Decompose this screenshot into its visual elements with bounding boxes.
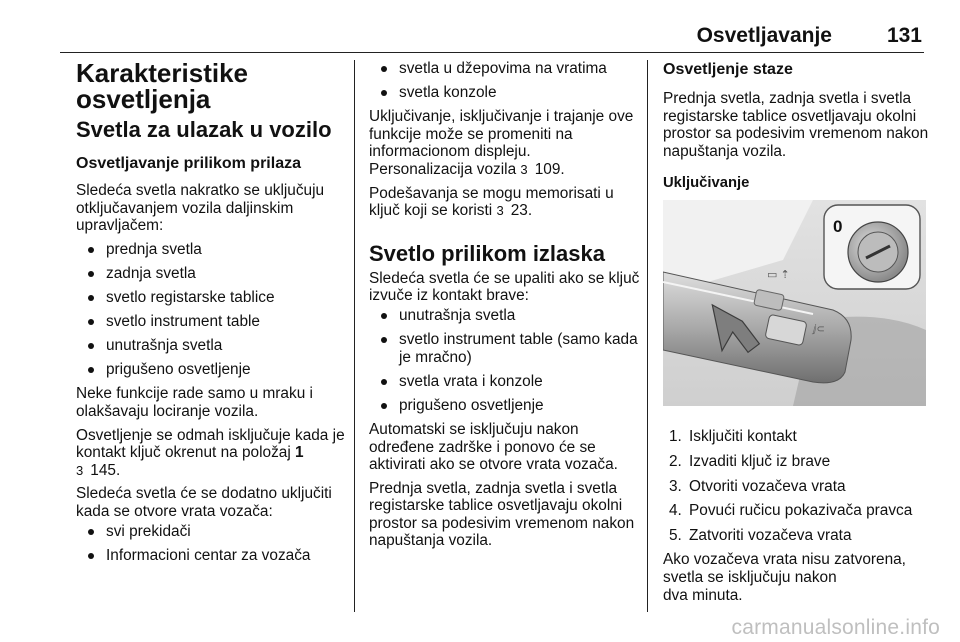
paragraph-text: Uključivanje, isključivanje i trajanje ove funkcije može se promeniti na informacionom displeju. [369,108,634,161]
list-item: unutrašnja svetla [369,307,641,325]
paragraph-path-lighting: Prednja svetla, zadnja svetla i svetla registarske tablice osvetljavaju okolni prostor sa podesivim vremenom nakon napuštanja vozila. [663,90,929,160]
list-item: svetla u džepovima na vratima [369,60,641,78]
svg-text:ⅉ⊂: ⅉ⊂ [813,324,825,336]
step-item [663,428,935,446]
activation-heading: Uključivanje [663,175,750,192]
list-item: svetlo instrument table [76,313,346,331]
list-item: Informacioni centar za vozača [76,547,346,565]
numbered-steps [663,428,935,544]
page-reference: 109. [534,160,565,178]
page-header [60,22,924,53]
step-item [663,453,935,471]
step-number: 1. [669,428,682,446]
step-text: Povući ručicu pokazivača pravca [689,502,913,520]
section-heading-exit-lights: Svetlo prilikom izlaska [369,240,605,266]
list-item: svetlo instrument table (samo kada je mračno) [369,331,641,366]
list-item: svetla konzole [369,84,641,102]
step-item [663,502,935,520]
paragraph-settings [369,108,641,178]
ignition-position-label: 0 [833,217,843,237]
column-divider [647,60,648,612]
paragraph-text: Podešavanja se mogu memorisati u ključ koji se koristi [369,184,614,220]
bullet-list-continued [369,60,641,102]
paragraph-driver-door: Sledeća svetla će se dodatno uključiti kada se otvore vrata vozača: [76,485,332,520]
paragraph-key-removed: Sledeća svetla će se upaliti ako se ključ izvuče iz kontakt brave: [369,269,640,305]
paragraph-text: Ako vozačeva vrata nisu zatvorena, svetla se isključuju nakon [663,551,906,586]
chapter-heading [76,60,346,112]
list-item: unutrašnja svetla [76,337,346,355]
step-text: Isključiti kontakt [689,428,797,446]
list-item: prednja svetla [76,241,346,259]
subsection-heading-approach-lighting: Osvetljavanje prilikom prilaza [76,155,301,172]
paragraph-ignition [76,427,346,480]
bullet-list-exit-lights [369,307,641,414]
paragraph-dark-only: Neke funkcije rade samo u mraku i olakšavaju lociranje vozila. [76,385,313,420]
list-item: svetlo registarske tablice [76,289,346,307]
chapter-heading-line-1: Karakteristike [76,58,248,88]
bullet-list-lights [76,241,346,379]
column-divider [354,60,355,612]
paragraph-auto-off: Automatski se isključuju nakon određene zadrške i ponovo će se aktivirati ako se otvore vrata vozača. [369,420,618,474]
column-2 [369,60,641,556]
page-reference-icon: 3 [76,462,84,478]
step-item [663,527,935,545]
page-reference-icon: 3 [496,203,504,219]
subsection-heading-path-lighting: Osvetljenje staze [663,61,793,78]
step-text: Otvoriti vozačeva vrata [689,477,846,495]
page-number: 131 [886,24,922,47]
step-text: Izvaditi ključ iz brave [689,452,831,470]
position-number: 1 [295,444,304,462]
bullet-list-extra [76,523,346,565]
section-heading-entry-lights: Svetla za ulazak u vozilo [76,117,332,142]
paragraph-surroundings: Prednja svetla, zadnja svetla i svetla registarske tablice osvetljavaju okolni prostor sa podesivim vremenom nakon napuštanja vozila. [369,479,635,550]
page-reference: 145. [90,461,121,479]
paragraph-door-open [663,551,935,604]
step-number: 3. [669,477,682,495]
list-item: prigušeno osvetljenje [76,361,346,379]
list-item: svi prekidači [76,523,346,541]
column-1 [76,60,346,571]
paragraph-memorize [369,185,641,220]
turn-signal-lever-illustration [663,200,926,406]
page-reference-icon: 3 [520,161,528,177]
list-item: zadnja svetla [76,265,346,283]
list-item: svetla vrata i konzole [369,373,641,391]
step-item [663,478,935,496]
paragraph-text: Personalizacija vozila [369,160,517,178]
watermark: carmanualsonline.info [731,616,940,639]
page-reference: 23. [510,202,533,220]
step-text: Zatvoriti vozačeva vrata [689,526,852,544]
column-3 [663,60,935,610]
paragraph-text: Osvetljenje se odmah isključuje kada je kontakt ključ okrenut na položaj [76,426,345,462]
step-number: 4. [669,502,682,520]
paragraph-intro: Sledeća svetla nakratko se uključuju otključavanjem vozila daljinskim upravljačem: [76,182,325,235]
step-number: 5. [669,526,682,544]
step-number: 2. [669,452,682,470]
chapter-heading-line-2: osvetljenja [76,84,211,114]
svg-text:▭ ⇡: ▭ ⇡ [767,269,790,282]
list-item: prigušeno osvetljenje [369,397,641,415]
section-title: Osvetljavanje [696,24,832,47]
paragraph-text: dva minuta. [663,586,743,604]
